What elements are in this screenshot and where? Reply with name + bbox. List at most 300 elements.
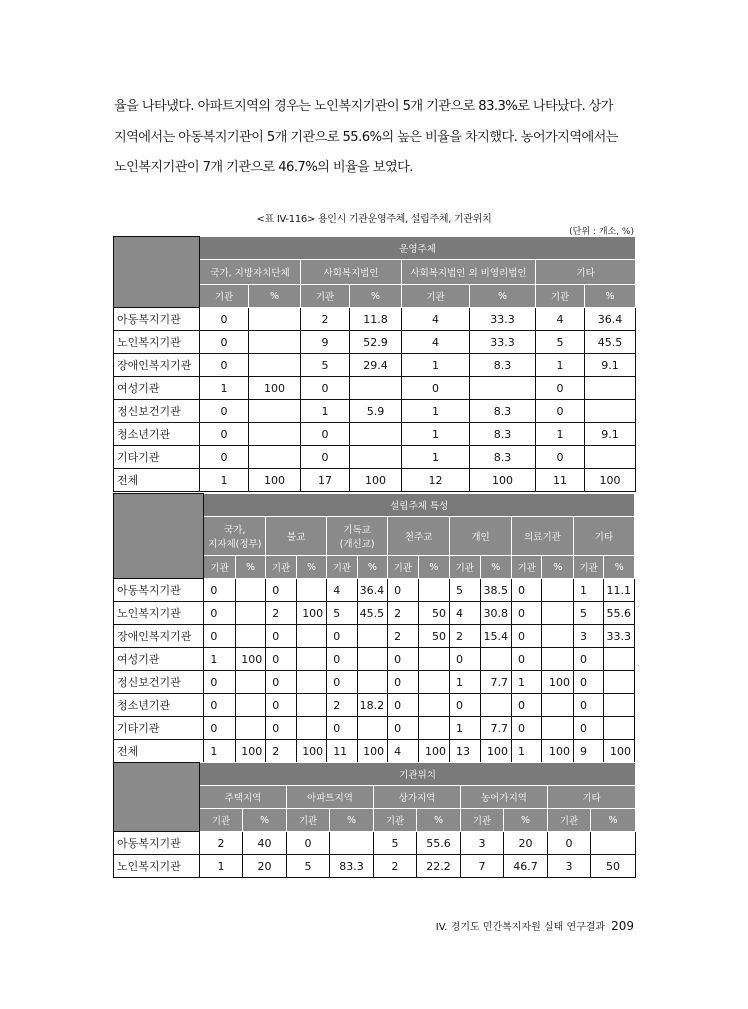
table-cell: 50 (591, 855, 636, 878)
founding-body-table-body (114, 494, 635, 763)
sub-header: % (604, 556, 635, 579)
table-cell (480, 648, 512, 671)
table-cell (542, 694, 574, 717)
table-cell: 13 (450, 740, 480, 763)
table-cell: 0 (204, 694, 236, 717)
table-cell (235, 579, 265, 602)
table-row (114, 579, 635, 602)
table-cell: 55.6 (417, 832, 461, 855)
table-cell (249, 354, 301, 377)
table-cell (249, 423, 301, 446)
table-cell: 2 (327, 694, 357, 717)
sub-header: 기관 (573, 556, 603, 579)
table-cell: 22.2 (417, 855, 461, 878)
table-row (114, 648, 635, 671)
table-cell (418, 671, 450, 694)
table-cell: 50 (418, 625, 450, 648)
table-cell: 0 (512, 694, 542, 717)
table-cell (604, 694, 635, 717)
page-footer (436, 918, 634, 933)
paragraph-line: 지역에서는 아동복지기관이 5개 기관으로 55.6%의 높은 비율을 차지했다. 농어가지역에서는 (114, 129, 618, 145)
table-cell: 0 (388, 717, 418, 740)
table-cell: 0 (450, 694, 480, 717)
table-cell (542, 602, 574, 625)
table-cell: 100 (470, 469, 536, 492)
table-cell: 0 (200, 354, 249, 377)
table-cell (249, 400, 301, 423)
body-paragraph (114, 92, 638, 184)
table-row (114, 602, 635, 625)
table-cell: 36.4 (357, 579, 387, 602)
table-cell: 1 (512, 740, 542, 763)
sub-header: 기관 (388, 556, 418, 579)
sub-header: % (417, 809, 461, 832)
table-cell: 1 (402, 400, 470, 423)
table-row (114, 763, 636, 786)
table-cell: 1 (301, 400, 350, 423)
row-label: 기타기관 (114, 717, 204, 740)
table-cell: 5 (301, 354, 350, 377)
header-corner (114, 763, 200, 832)
sub-header: % (470, 285, 536, 308)
table-cell: 11.1 (604, 579, 635, 602)
table-cell: 0 (327, 648, 357, 671)
table-cell: 4 (450, 602, 480, 625)
table-cell: 8.3 (470, 423, 536, 446)
table-cell: 5 (573, 602, 603, 625)
table-row (114, 400, 636, 423)
table-cell: 4 (536, 308, 585, 331)
table-cell: 9.1 (585, 354, 636, 377)
sub-header: % (418, 556, 450, 579)
row-label: 전체 (114, 740, 204, 763)
table-cell: 2 (266, 740, 296, 763)
table-cell: 2 (266, 602, 296, 625)
table-cell (350, 446, 402, 469)
table-cell: 100 (542, 740, 574, 763)
group-header: 국가, 지자체(정부) (204, 517, 266, 556)
table-cell: 1 (402, 446, 470, 469)
table-cell: 5 (327, 602, 357, 625)
sub-header: % (243, 809, 287, 832)
table-cell: 7.7 (480, 671, 512, 694)
table-cell: 0 (200, 400, 249, 423)
table-cell: 46.7 (504, 855, 548, 878)
table-cell: 0 (512, 717, 542, 740)
table-cell (296, 625, 326, 648)
table-cell: 40 (243, 832, 287, 855)
table-cell (350, 423, 402, 446)
table-cell: 18.2 (357, 694, 387, 717)
sub-header: % (330, 809, 374, 832)
table-cell (357, 717, 387, 740)
row-label: 청소년기관 (114, 694, 204, 717)
group-header: 아파트지역 (287, 786, 374, 809)
table-cell: 0 (573, 717, 603, 740)
table-cell: 8.3 (470, 446, 536, 469)
table-row (114, 446, 636, 469)
table-title-header: 운영주체 (200, 237, 636, 260)
table-cell: 0 (388, 579, 418, 602)
table-cell (235, 602, 265, 625)
row-label: 장애인복지기관 (114, 354, 200, 377)
table-cell (542, 717, 574, 740)
table-cell: 1 (200, 855, 243, 878)
table-cell: 0 (512, 579, 542, 602)
table-cell: 29.4 (350, 354, 402, 377)
table-cell: 0 (301, 423, 350, 446)
row-label: 노인복지기관 (114, 331, 200, 354)
group-header: 사회복지법인 (301, 260, 402, 285)
table-cell: 1 (402, 423, 470, 446)
sub-header: % (235, 556, 265, 579)
table-cell: 2 (388, 602, 418, 625)
table-cell: 8.3 (470, 354, 536, 377)
table-cell: 0 (548, 832, 591, 855)
sub-header: % (480, 556, 512, 579)
group-header: 기타 (536, 260, 636, 285)
table-cell: 5.9 (350, 400, 402, 423)
location-table-body (114, 763, 636, 878)
row-label: 정신보건기관 (114, 671, 204, 694)
sub-header: 기관 (450, 556, 480, 579)
table-cell: 0 (301, 377, 350, 400)
operating-body-table (113, 236, 636, 492)
table-cell (591, 832, 636, 855)
table-cell: 11 (536, 469, 585, 492)
table-cell (296, 671, 326, 694)
table-cell: 0 (388, 694, 418, 717)
row-label: 장애인복지기관 (114, 625, 204, 648)
sub-header: 기관 (204, 556, 236, 579)
table-cell: 5 (450, 579, 480, 602)
row-label: 기타기관 (114, 446, 200, 469)
table-row (114, 331, 636, 354)
table-row (114, 855, 636, 878)
table-cell: 100 (542, 671, 574, 694)
table-cell: 0 (204, 717, 236, 740)
table-cell: 55.6 (604, 602, 635, 625)
table-cell (418, 648, 450, 671)
table-cell: 4 (388, 740, 418, 763)
table-cell (604, 717, 635, 740)
footer-text: IV. 경기도 민간복지자원 실태 연구결과 (435, 922, 606, 933)
table-cell: 1 (450, 671, 480, 694)
location-table (113, 762, 636, 878)
table-cell: 0 (327, 671, 357, 694)
table-cell (357, 671, 387, 694)
table-cell: 0 (204, 579, 236, 602)
table-cell: 1 (204, 648, 236, 671)
table-cell: 9 (573, 740, 603, 763)
table-cell: 0 (204, 625, 236, 648)
table-cell: 33.3 (470, 308, 536, 331)
paragraph-line: 율을 나타냈다. 아파트지역의 경우는 노인복지기관이 5개 기관으로 83.3%로 나타났다. 상가 (114, 99, 613, 114)
table-cell: 0 (512, 602, 542, 625)
table-cell: 33.3 (470, 331, 536, 354)
table-row (114, 625, 635, 648)
table-cell: 0 (450, 648, 480, 671)
sub-header: 기관 (301, 285, 350, 308)
table-cell: 0 (287, 832, 330, 855)
sub-header: 기관 (266, 556, 296, 579)
table-row (114, 671, 635, 694)
table-row (114, 469, 636, 492)
sub-header: % (249, 285, 301, 308)
table-title-header: 기관위치 (200, 763, 636, 786)
group-header: 국가, 지방자치단체 (200, 260, 301, 285)
table-title-header: 설립주체 특성 (204, 494, 635, 517)
table-cell: 1 (536, 354, 585, 377)
table-cell: 0 (388, 648, 418, 671)
table-cell: 15.4 (480, 625, 512, 648)
table-cell (542, 625, 574, 648)
table-cell: 1 (204, 740, 236, 763)
sub-header: 기관 (512, 556, 542, 579)
table-cell: 0 (266, 625, 296, 648)
table-cell (357, 625, 387, 648)
sub-header: % (357, 556, 387, 579)
sub-header: 기관 (461, 809, 504, 832)
group-header: 개인 (450, 517, 512, 556)
group-header: 의료기관 (512, 517, 574, 556)
table-cell (296, 648, 326, 671)
table-cell: 2 (388, 625, 418, 648)
table-cell: 100 (604, 740, 635, 763)
sub-header: % (585, 285, 636, 308)
table-cell (470, 377, 536, 400)
table-cell: 1 (200, 377, 249, 400)
table-cell: 17 (301, 469, 350, 492)
unit-note: (단위 : 개소, %) (569, 227, 634, 237)
table-cell: 9 (301, 331, 350, 354)
table-cell: 100 (585, 469, 636, 492)
sub-header: 기관 (200, 285, 249, 308)
group-header: 사회복지법인 외 비영리법인 (402, 260, 536, 285)
table-row (114, 308, 636, 331)
row-label: 아동복지기관 (114, 308, 200, 331)
group-header: 농어가지역 (461, 786, 548, 809)
table-cell: 100 (235, 740, 265, 763)
table-row (114, 237, 636, 260)
table-cell (235, 671, 265, 694)
table-cell (330, 832, 374, 855)
table-cell: 3 (548, 855, 591, 878)
table-cell: 45.5 (357, 602, 387, 625)
table-cell: 4 (327, 579, 357, 602)
table-cell: 100 (350, 469, 402, 492)
table-cell: 0 (536, 446, 585, 469)
table-cell (235, 717, 265, 740)
table-cell (249, 446, 301, 469)
table-cell: 100 (249, 469, 301, 492)
table-cell: 0 (266, 694, 296, 717)
sub-header: % (296, 556, 326, 579)
group-header: 기타 (548, 786, 636, 809)
table-cell (542, 648, 574, 671)
table-cell: 0 (573, 671, 603, 694)
group-header: 기타 (573, 517, 634, 556)
table-row (114, 740, 635, 763)
table-cell: 0 (266, 717, 296, 740)
row-label: 여성기관 (114, 648, 204, 671)
table-cell (418, 579, 450, 602)
table-row (114, 832, 636, 855)
group-header: 주택지역 (200, 786, 287, 809)
row-label: 노인복지기관 (114, 855, 200, 878)
table-cell: 1 (450, 717, 480, 740)
table-cell: 100 (480, 740, 512, 763)
table-cell: 2 (374, 855, 417, 878)
table-cell (604, 671, 635, 694)
table-cell (480, 694, 512, 717)
table-cell: 38.5 (480, 579, 512, 602)
table-cell: 11.8 (350, 308, 402, 331)
table-row (114, 694, 635, 717)
table-cell: 3 (573, 625, 603, 648)
operating-body-table-body (114, 237, 636, 492)
row-label: 전체 (114, 469, 200, 492)
sub-header: 기관 (536, 285, 585, 308)
table-cell: 2 (301, 308, 350, 331)
table-cell: 5 (374, 832, 417, 855)
table-cell: 0 (200, 331, 249, 354)
sub-header: 기관 (287, 809, 330, 832)
row-label: 여성기관 (114, 377, 200, 400)
table-cell: 52.9 (350, 331, 402, 354)
sub-header: 기관 (374, 809, 417, 832)
table-cell: 100 (296, 740, 326, 763)
table-cell: 9.1 (585, 423, 636, 446)
table-cell: 45.5 (585, 331, 636, 354)
table-cell: 12 (402, 469, 470, 492)
table-cell: 0 (512, 648, 542, 671)
table-cell: 7.7 (480, 717, 512, 740)
table-cell: 3 (461, 832, 504, 855)
table-cell: 4 (402, 308, 470, 331)
sub-header: 기관 (402, 285, 470, 308)
table-row (114, 717, 635, 740)
row-label: 노인복지기관 (114, 602, 204, 625)
table-cell: 0 (512, 625, 542, 648)
table-cell: 4 (402, 331, 470, 354)
table-cell: 0 (402, 377, 470, 400)
page-number: 209 (611, 919, 634, 933)
table-cell: 0 (536, 377, 585, 400)
sub-header: 기관 (200, 809, 243, 832)
table-cell: 5 (536, 331, 585, 354)
sub-header: 기관 (327, 556, 357, 579)
founding-body-table (113, 493, 635, 763)
row-label: 아동복지기관 (114, 579, 204, 602)
group-header: 상가지역 (374, 786, 461, 809)
table-cell: 100 (418, 740, 450, 763)
table-cell (249, 308, 301, 331)
table-cell: 7 (461, 855, 504, 878)
table-row (114, 423, 636, 446)
table-cell: 11 (327, 740, 357, 763)
table-cell: 0 (573, 694, 603, 717)
table-cell (418, 717, 450, 740)
table-row (114, 377, 636, 400)
table-row (114, 494, 635, 517)
table-cell: 8.3 (470, 400, 536, 423)
table-cell: 0 (573, 648, 603, 671)
table-cell (357, 648, 387, 671)
paragraph-line: 노인복지기관이 7개 기관으로 46.7%의 비율을 보였다. (114, 160, 413, 175)
table-cell (604, 648, 635, 671)
table-cell: 100 (235, 648, 265, 671)
table-cell: 2 (200, 832, 243, 855)
table-cell: 100 (249, 377, 301, 400)
table-cell (418, 694, 450, 717)
row-label: 정신보건기관 (114, 400, 200, 423)
table-cell (249, 331, 301, 354)
table-row (114, 354, 636, 377)
table-cell: 0 (266, 579, 296, 602)
table-cell: 30.8 (480, 602, 512, 625)
table-cell: 0 (388, 671, 418, 694)
table-cell (235, 625, 265, 648)
table-cell: 33.3 (604, 625, 635, 648)
table-cell (296, 694, 326, 717)
group-header: 천주교 (388, 517, 450, 556)
table-cell: 0 (301, 446, 350, 469)
group-header: 불교 (266, 517, 327, 556)
table-cell (235, 694, 265, 717)
table-cell: 20 (243, 855, 287, 878)
table-cell: 100 (357, 740, 387, 763)
table-cell: 1 (512, 671, 542, 694)
table-cell: 20 (504, 832, 548, 855)
sub-header: % (504, 809, 548, 832)
table-cell (585, 400, 636, 423)
table-cell: 1 (573, 579, 603, 602)
table-cell: 1 (402, 354, 470, 377)
table-cell: 0 (536, 400, 585, 423)
table-cell: 0 (200, 423, 249, 446)
header-corner (114, 237, 200, 308)
row-label: 청소년기관 (114, 423, 200, 446)
table-cell: 0 (327, 625, 357, 648)
sub-header: % (591, 809, 636, 832)
table-cell: 5 (287, 855, 330, 878)
sub-header: 기관 (548, 809, 591, 832)
sub-header: % (350, 285, 402, 308)
group-header: 기독교 (개신교) (327, 517, 388, 556)
table-caption: <표 IV-116> 용인시 기관운영주체, 설립주체, 기관위치 (256, 214, 492, 225)
table-cell: 0 (266, 648, 296, 671)
table-cell: 0 (200, 446, 249, 469)
table-cell: 1 (200, 469, 249, 492)
table-cell: 50 (418, 602, 450, 625)
table-cell: 100 (296, 602, 326, 625)
table-cell: 0 (204, 671, 236, 694)
header-corner (114, 494, 204, 579)
table-cell (296, 579, 326, 602)
table-cell (585, 446, 636, 469)
table-cell (350, 377, 402, 400)
table-cell: 2 (450, 625, 480, 648)
table-cell: 0 (200, 308, 249, 331)
table-cell (585, 377, 636, 400)
table-cell (542, 579, 574, 602)
table-cell: 1 (536, 423, 585, 446)
table-cell: 0 (266, 671, 296, 694)
table-cell: 0 (327, 717, 357, 740)
table-cell (296, 717, 326, 740)
table-cell: 83.3 (330, 855, 374, 878)
